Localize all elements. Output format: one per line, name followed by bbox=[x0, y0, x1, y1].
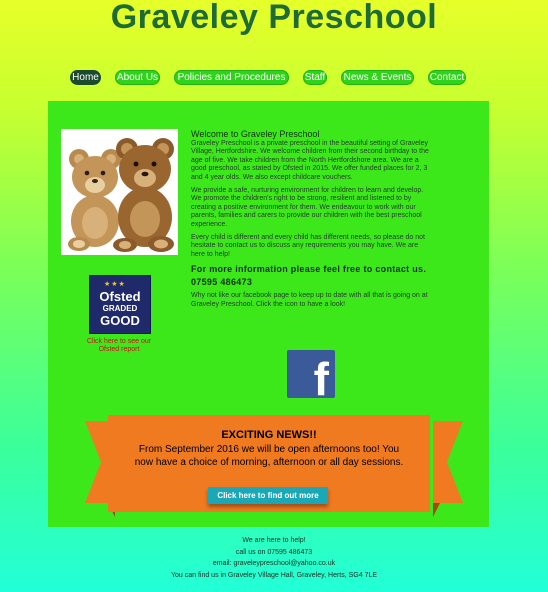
ofsted-report-link[interactable]: Click here to see our Ofsted report bbox=[86, 338, 152, 353]
teddy-bears-illustration bbox=[61, 129, 178, 255]
nav-policies-and-procedures[interactable]: Policies and Procedures bbox=[174, 70, 289, 85]
news-text: From September 2016 we will be open afternoons too! You now have a choice of morning, afternoon or all day sessions. bbox=[134, 444, 404, 468]
needs-paragraph: Every child is different and every child has different needs, so please do not hesitate to contact us to discuss any requirements you may have. We are here to help! bbox=[191, 234, 425, 258]
footer-phone: call us on 07595 486473 bbox=[235, 548, 313, 556]
nav-about-us[interactable]: About Us bbox=[116, 72, 159, 83]
intro-paragraph: Graveley Preschool is a private preschool in the beautiful setting of Graveley Village, Hertfordshire. We welcome children from their second birthday to the age of five. We take children from the North Hertfordshore area. We are a good preschool, as stated by Ofsted in 2015. We offer funded places for 2, 3 and 4 year olds. We also except childcare vouchers. bbox=[191, 140, 429, 181]
footer-email[interactable]: email: graveleypreschool@yahoo.co.uk bbox=[212, 560, 336, 568]
footer-address: You can find us in Graveley Village Hall, Graveley, Herts, SG4 7LE bbox=[170, 572, 378, 580]
ofsted-stars: ★★★ bbox=[104, 281, 126, 288]
find-out-more-button[interactable]: Click here to find out more bbox=[208, 487, 328, 504]
contact-prompt: For more information please feel free to contact us. bbox=[191, 264, 427, 275]
phone-number: 07595 486473 bbox=[191, 277, 253, 288]
ofsted-grade: GOOD bbox=[100, 313, 140, 328]
welcome-title: Welcome to Graveley Preschool bbox=[191, 129, 320, 139]
news-banner bbox=[108, 415, 430, 512]
footer-help: We are here to help! bbox=[242, 537, 306, 544]
facebook-icon[interactable]: f bbox=[287, 350, 335, 398]
nav-news-and-events[interactable]: News & Events bbox=[341, 70, 414, 85]
nav-contact[interactable]: Contact bbox=[429, 72, 465, 83]
facebook-paragraph: Why not like our facebook page to keep up to date with all that is going on at Graveley Preschool. Click the icon to have a look! bbox=[191, 292, 428, 308]
main-text bbox=[191, 129, 431, 314]
teddy-bears-image bbox=[61, 129, 178, 255]
news-title: EXCITING NEWS!! bbox=[221, 429, 317, 441]
ofsted-good-badge[interactable] bbox=[89, 275, 151, 334]
environment-paragraph: We provide a safe, nurturing environment for children to learn and develop. We promote the children's right to be strong, resilient and listened to by creating a positive environment for them. We endeavour to work with our parents, families and carers to provide our children with the best preschool experience. bbox=[191, 187, 424, 228]
nav-home[interactable]: Home bbox=[70, 70, 101, 85]
ofsted-graded: GRADED bbox=[102, 304, 138, 313]
footer bbox=[0, 535, 548, 582]
nav-staff[interactable]: Staff bbox=[304, 72, 326, 83]
ofsted-brand: Ofsted bbox=[99, 289, 141, 304]
site-title: Graveley Preschool bbox=[110, 0, 438, 36]
